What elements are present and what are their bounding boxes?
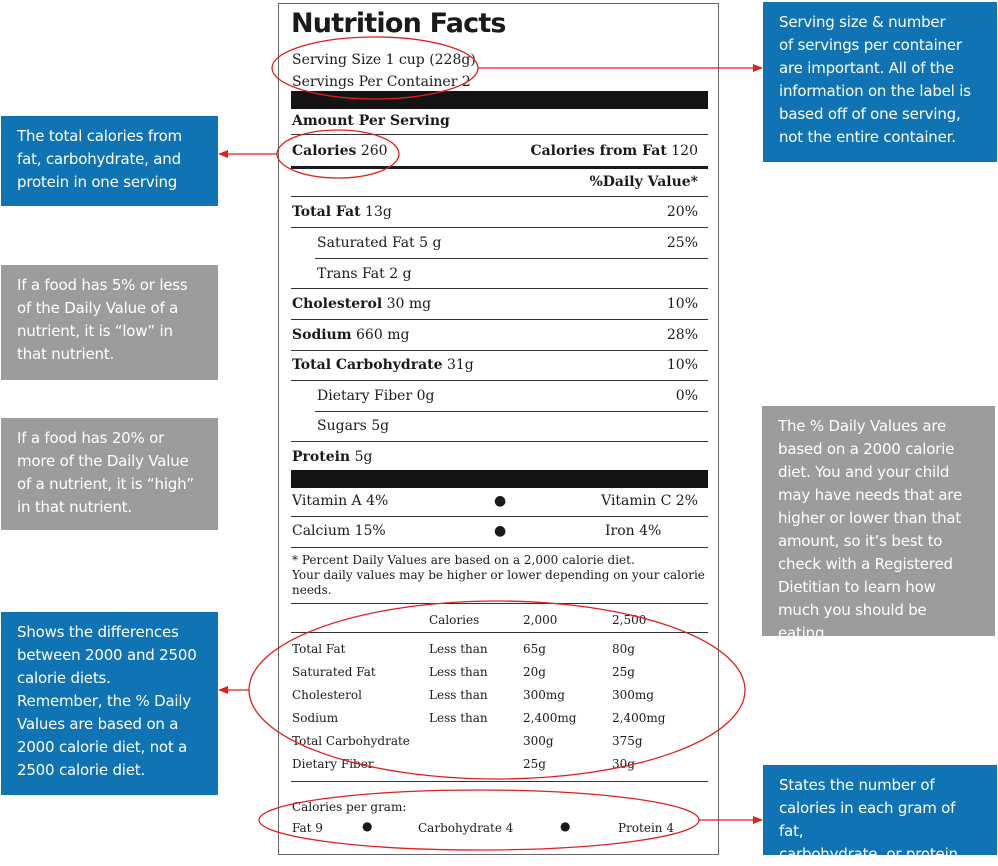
daily-value-header: %Daily Value* [589,174,698,190]
callout-calories-info: The total calories from fat, carbohydrate, and protein in one serving [1,116,218,206]
table-cell: Saturated Fat [292,665,376,679]
nutrient-name: Sodium [292,327,352,343]
nutrient-dv: 20% [666,204,698,220]
calories-value: 260 [360,143,388,159]
calories-per-gram-title: Calories per gram: [292,800,407,814]
table-cell: Less than [429,711,488,725]
callout-low-dv-info: If a food has 5% or less of the Daily Value of a nutrient, it is “low” in that nutrient. [1,265,218,380]
nutrient-name: Sugars [317,418,367,434]
nutrient-name: Trans Fat [317,266,385,282]
footnote-line: * Percent Daily Values are based on a 2,000 calorie diet. [292,553,635,567]
table-header-cell: Calories [429,613,480,627]
callout-serving-info: Serving size & number of servings per container are important. All of the information on the label is based off of one serving, not the entire container. [763,2,997,162]
table-header-cell: 2,500 [612,613,647,627]
nutrient-dv: 10% [666,357,698,373]
nutrient-amount: 2 g [389,266,412,282]
servings-per-container: Servings Per Container 2 [292,74,471,90]
table-cell: Less than [429,665,488,679]
table-cell: Less than [429,688,488,702]
table-cell: 2,400mg [612,711,666,725]
callout-daily-value-info: The % Daily Values are based on a 2000 calorie diet. You and your child may have needs that are higher or lower than that amount, so it’s best to check with a Registered Dietitian to learn how much you should be eating. [762,406,995,636]
nutrient-name: Total Fat [292,204,361,220]
highlight-diet-table-ellipse [249,601,745,779]
calories-from-fat-value: 120 [671,143,698,159]
highlight-calories-ellipse [277,130,399,178]
table-cell: 30g [612,757,635,771]
nutrient-name: Total Carbohydrate [292,357,443,373]
table-cell: 25g [523,757,546,771]
calcium: Calcium 15% [292,523,386,539]
amount-per-serving: Amount Per Serving [292,113,450,129]
bullet: ● [494,493,507,509]
vitamin-c: Vitamin C 2% [601,493,698,509]
nutrient-dv: 10% [666,296,698,312]
nutrient-dv: 28% [666,327,698,343]
table-cell: 20g [523,665,546,679]
table-cell: Less than [429,642,488,656]
table-cell: 300g [523,734,554,748]
highlight-serving-ellipse [272,37,478,99]
nutrient-amount: 5 g [419,235,442,251]
nutrient-amount: 660 mg [356,327,410,343]
nutrient-amount: 30 mg [386,296,432,312]
table-header-cell: 2,000 [523,613,558,627]
nutrient-dv: 25% [666,235,698,251]
table-cell: 2,400mg [523,711,577,725]
nutrient-amount: 0g [416,388,435,404]
nutrient-name: Cholesterol [292,296,383,312]
iron: Iron 4% [605,523,662,539]
highlight-per-gram-ellipse [259,790,699,850]
callout-calories-per-gram-info: States the number of calories in each gram of fat, carbohydrate, or protein. [763,765,997,855]
table-cell: Total Carbohydrate [292,734,410,748]
nutrient-amount: 5g [354,449,373,465]
bullet: ● [494,523,507,539]
vitamin-a: Vitamin A 4% [292,493,389,509]
footnote-line: needs. [292,583,332,597]
nutrient-dv: 0% [675,388,698,404]
callout-high-dv-info: If a food has 20% or more of the Daily Value of a nutrient, it is “high” in that nutrient. [1,418,218,530]
nutrient-name: Protein [292,449,351,465]
nutrient-name: Saturated Fat [317,235,415,251]
table-cell: 375g [612,734,643,748]
calories-per-gram-protein: Protein 4 [618,821,674,835]
table-cell: Dietary Fiber [292,757,374,771]
calories-per-gram-fat: Fat 9 [292,821,323,835]
nutrient-amount: 5g [371,418,390,434]
table-cell: Cholesterol [292,688,362,702]
nutrient-amount: 13g [365,204,392,220]
table-cell: 300mg [523,688,565,702]
calories-label: Calories [292,143,357,159]
footnote-line: Your daily values may be higher or lower depending on your calorie [292,568,705,582]
bullet: ● [560,819,571,833]
table-cell: Total Fat [292,642,346,656]
table-cell: 80g [612,642,635,656]
table-cell: 65g [523,642,546,656]
table-cell: 25g [612,665,635,679]
bullet: ● [362,819,373,833]
nutrient-name: Dietary Fiber [317,388,413,404]
serving-size: Serving Size 1 cup (228g) [292,52,476,68]
calories-from-fat-label: Calories from Fat [530,143,667,159]
callout-diet-differences-info: Shows the differences between 2000 and 2500 calorie diets. Remember, the % Daily Values are based on a 2000 calorie diet, not a 2500 calorie diet. [1,612,218,795]
table-cell: 300mg [612,688,654,702]
label-title: Nutrition Facts [291,8,506,39]
table-cell: Sodium [292,711,339,725]
calories-per-gram-carbohydrate: Carbohydrate 4 [418,821,514,835]
nutrient-amount: 31g [446,357,474,373]
